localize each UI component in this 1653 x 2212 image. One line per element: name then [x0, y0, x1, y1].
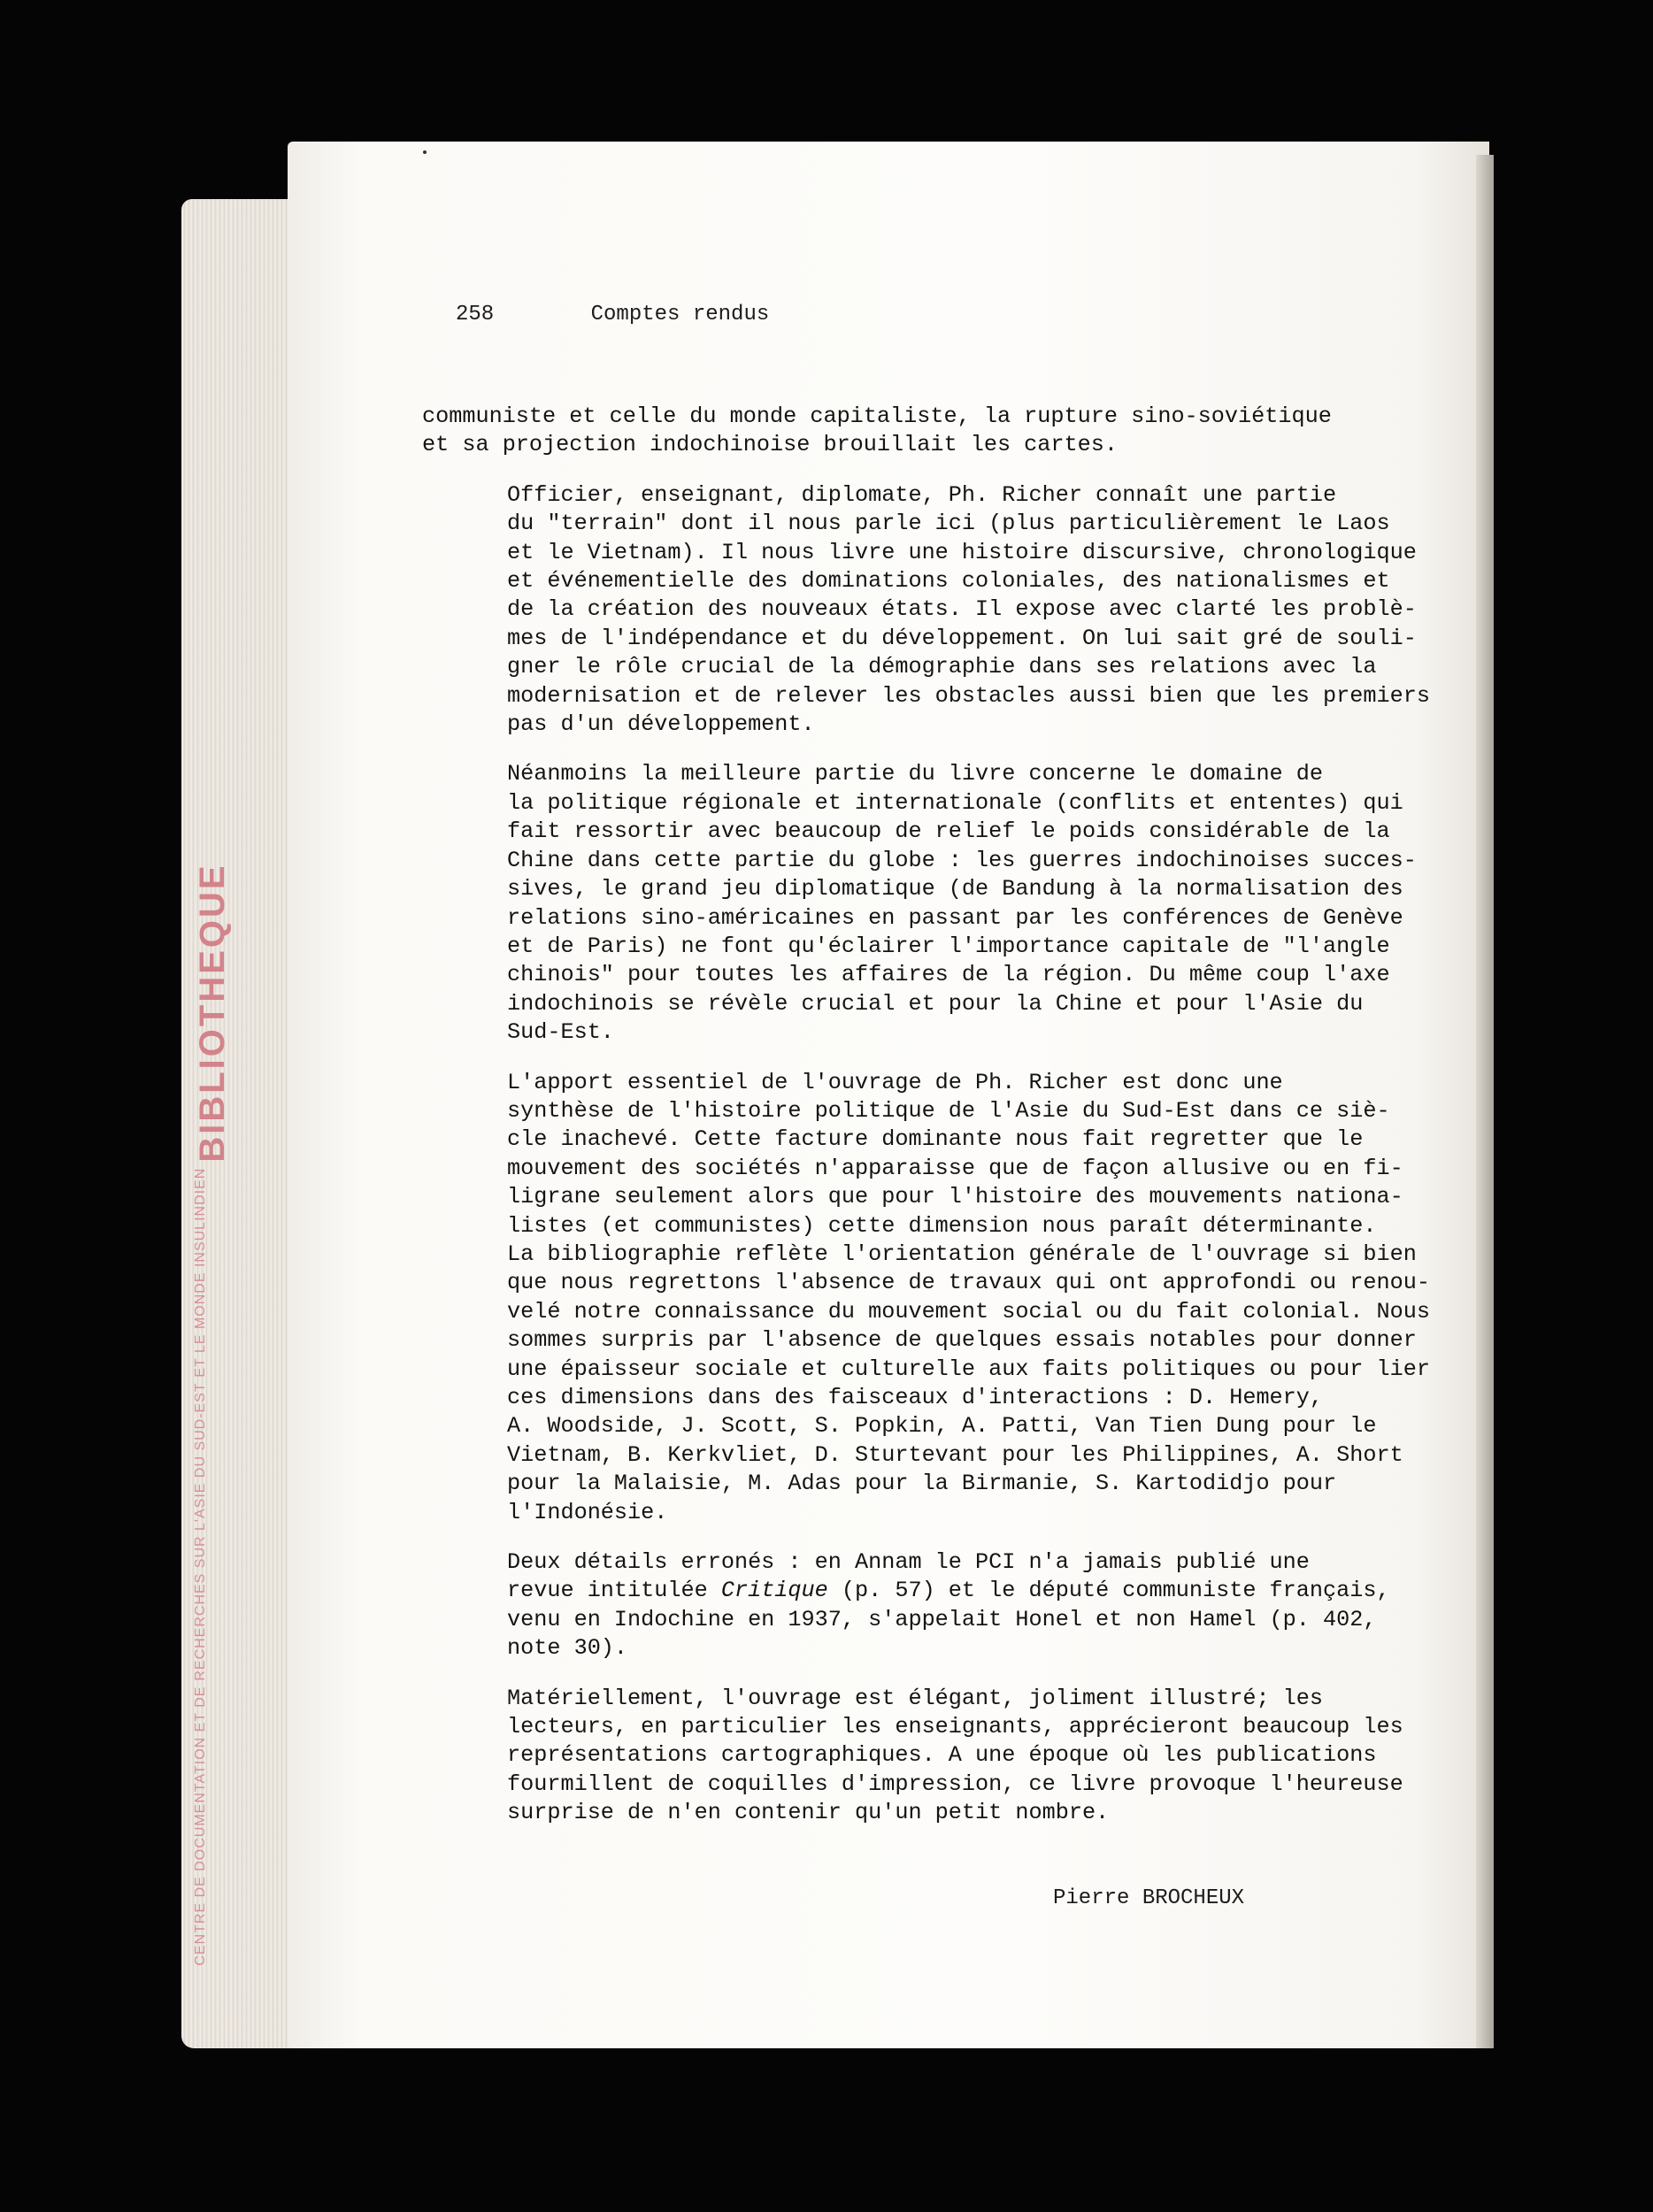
text-line: note 30).: [507, 1635, 628, 1662]
text-line: Officier, enseignant, diplomate, Ph. Richer connaît une partie: [507, 481, 1337, 508]
paragraph-1: [422, 403, 1400, 460]
text-line: la politique régionale et internationale (conflits et ententes) qui: [507, 789, 1403, 816]
text-line: synthèse de l'histoire politique de l'Asie du Sud-Est dans ce siè-: [507, 1097, 1390, 1124]
library-stamp: [193, 863, 233, 1966]
text-line: mes de l'indépendance et du développement. On lui sait gré de souli-: [507, 625, 1417, 651]
text-line: une épaisseur sociale et culturelle aux faits politiques ou pour lier: [507, 1356, 1430, 1382]
text-line: lecteurs, en particulier les enseignants, apprécieront beaucoup les: [507, 1714, 1403, 1740]
text-line: mouvement des sociétés n'apparaisse que de façon allusive ou en fi-: [507, 1155, 1403, 1181]
stamp-line: CENTRE DE DOCUMENTATION ET DE: [193, 1686, 208, 1966]
running-header: [456, 303, 769, 326]
text-line: Deux détails erronés : en Annam le PCI n'a jamais publié une: [507, 1549, 1310, 1576]
text-line: ligrane seulement alors que pour l'histoire des mouvements nationa-: [507, 1184, 1403, 1210]
text-line: gner le rôle crucial de la démographie dans ses relations avec la: [507, 654, 1377, 680]
stamp-line: RECHERCHES SUR L'ASIE DU SUD-EST: [193, 1382, 208, 1681]
text-line: fait ressortir avec beaucoup de relief le poids considérable de la: [507, 818, 1390, 845]
text-line: sommes surpris par l'absence de quelques essais notables pour donner: [507, 1327, 1417, 1354]
paragraph-2: [422, 481, 1430, 740]
text-line: surprise de n'en contenir qu'un petit nombre.: [507, 1800, 1110, 1826]
text-line: que nous regrettons l'absence de travaux qui ont approfondi ou renou-: [507, 1270, 1430, 1296]
text-line: A. Woodside, J. Scott, S. Popkin, A. Patti, Van Tien Dung pour le: [507, 1413, 1377, 1440]
running-title: Comptes rendus: [590, 303, 770, 326]
text-line: cle inachevé. Cette facture dominante nous fait regretter que le: [507, 1126, 1364, 1153]
text-line: fourmillent de coquilles d'impression, ce livre provoque l'heureuse: [507, 1770, 1403, 1797]
text-line: Vietnam, B. Kerkvliet, D. Sturtevant pour les Philippines, A. Short: [507, 1441, 1403, 1468]
text-line: velé notre connaissance du mouvement social ou du fait colonial. Nous: [507, 1298, 1430, 1325]
text-line: et de Paris) ne font qu'éclairer l'importance capitale de "l'angle: [507, 933, 1390, 959]
article-body: [422, 403, 1430, 1849]
author-signature: Pierre BROCHEUX: [1053, 1886, 1245, 1910]
text-line: Chine dans cette partie du globe : les guerres indochinoises succes-: [507, 847, 1417, 873]
text-line-with-title: [422, 1577, 1400, 1605]
text-line: et événementielle des dominations coloniales, des nationalismes et: [507, 568, 1390, 595]
page-number: 258: [456, 303, 495, 326]
text-line: chinois" pour toutes les affaires de la région. Du même coup l'axe: [507, 962, 1390, 988]
text-line: du "terrain" dont il nous parle ici (plus particulièrement le Laos: [507, 511, 1390, 537]
paragraph-4: [422, 1069, 1430, 1528]
text-line: Matériellement, l'ouvrage est élégant, joliment illustré; les: [507, 1685, 1324, 1711]
page-speck: [423, 150, 427, 154]
text-line: et sa projection indochinoise brouillait les cartes.: [422, 432, 1118, 458]
text-fragment: (p. 57) et le député communiste français,: [827, 1578, 1390, 1604]
text-line: Néanmoins la meilleure partie du livre concerne le domaine de: [507, 761, 1324, 787]
paragraph-3: [422, 760, 1417, 1047]
text-line: pour la Malaisie, M. Adas pour la Birmanie, S. Kartodidjo pour: [507, 1471, 1337, 1497]
journal-title: Critique: [720, 1578, 828, 1604]
paragraph-6: [422, 1685, 1403, 1828]
text-line: ces dimensions dans des faisceaux d'interactions : D. Hemery,: [507, 1385, 1324, 1410]
text-line: L'apport essentiel de l'ouvrage de Ph. Richer est donc une: [507, 1069, 1283, 1095]
page-edge-shadow: [1476, 155, 1494, 2048]
text-line: de la création des nouveaux états. Il expose avec clarté les problè-: [507, 596, 1417, 623]
text-fragment: revue intitulée: [507, 1578, 721, 1604]
paragraph-5: [422, 1548, 1400, 1663]
text-line: relations sino-américaines en passant par les conférences de Genève: [507, 904, 1403, 931]
text-line: listes (et communistes) cette dimension nous paraît déterminante.: [507, 1212, 1377, 1239]
text-line: communiste et celle du monde capitaliste, la rupture sino-soviétique: [422, 403, 1332, 429]
text-line: sives, le grand jeu diplomatique (de Bandung à la normalisation des: [507, 876, 1403, 902]
text-line: pas d'un développement.: [507, 711, 815, 738]
text-line: et le Vietnam). Il nous livre une histoire discursive, chronologique: [507, 539, 1417, 565]
text-line: indochinois se révèle crucial et pour la Chine et pour l'Asie du: [507, 990, 1364, 1017]
text-line: Sud-Est.: [507, 1019, 614, 1046]
stamp-bibliotheque: BIBLIOTHEQUE: [193, 863, 232, 1163]
text-line: La bibliographie reflète l'orientation générale de l'ouvrage si bien: [507, 1240, 1417, 1267]
text-line: l'Indonésie.: [507, 1499, 668, 1525]
text-line: modernisation et de relever les obstacles aussi bien que les premiers: [507, 682, 1430, 709]
text-line: venu en Indochine en 1937, s'appelait Honel et non Hamel (p. 402,: [507, 1606, 1377, 1632]
text-line: représentations cartographiques. A une époque où les publications: [507, 1742, 1377, 1769]
stamp-line: ET LE MONDE INSULINDIEN: [193, 1167, 208, 1378]
